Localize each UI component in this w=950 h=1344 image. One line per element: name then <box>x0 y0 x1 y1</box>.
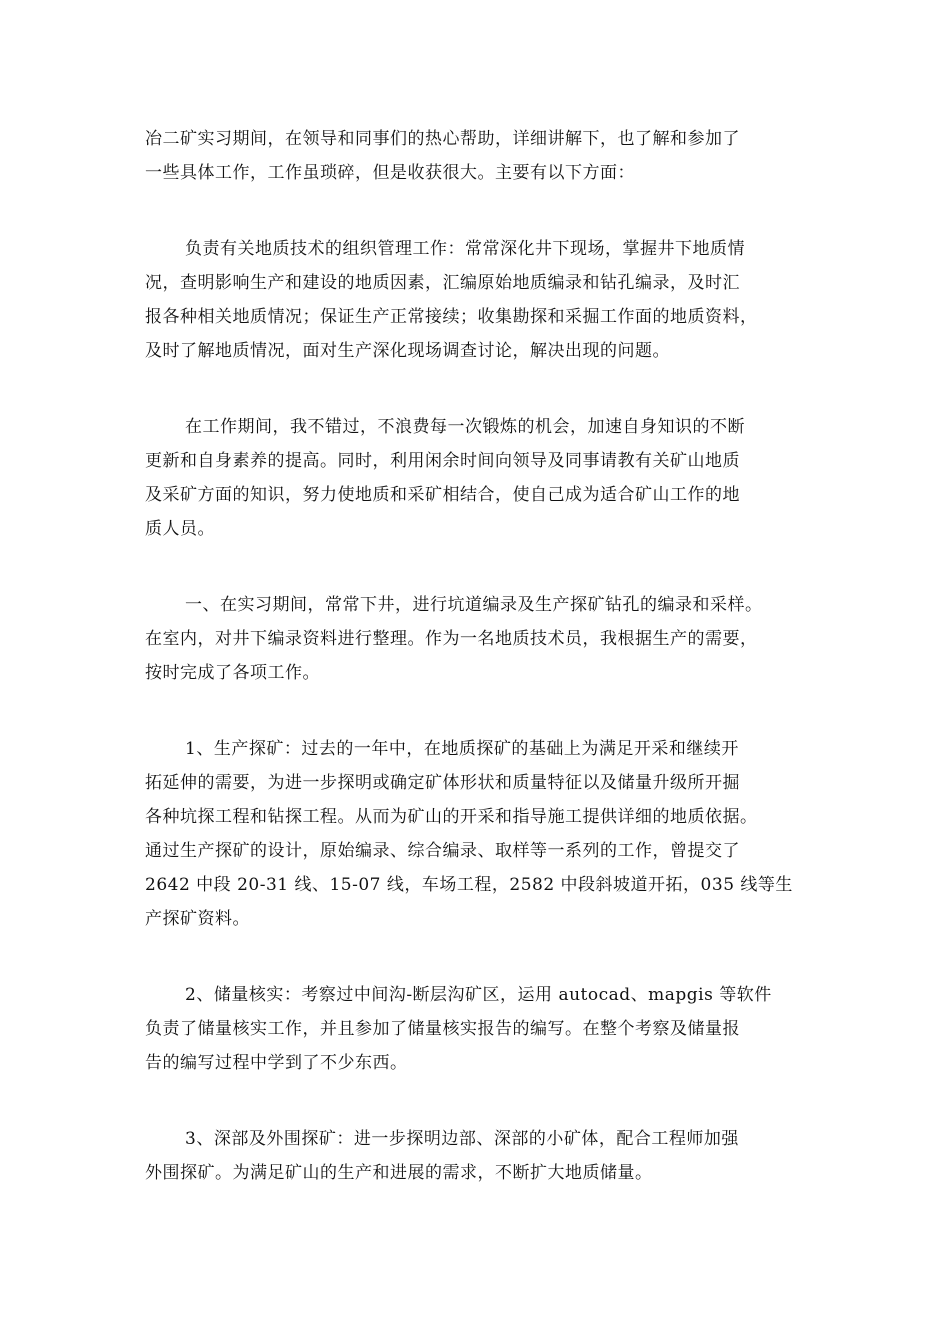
text-line: 产探矿资料。 <box>145 909 250 929</box>
paragraph-learning <box>145 410 815 546</box>
paragraph-section-one <box>145 588 815 690</box>
text-line: 一些具体工作，工作虽琐碎，但是收获很大。主要有以下方面： <box>145 163 635 183</box>
text-line: 及采矿方面的知识，努力使地质和采矿相结合，使自己成为适合矿山工作的地 <box>145 485 740 505</box>
paragraph-reserve-verification <box>145 978 815 1080</box>
document-body <box>145 122 815 1232</box>
text-line: 负责有关地质技术的组织管理工作：常常深化井下现场，掌握井下地质情 <box>185 239 745 259</box>
paragraph-production-exploration <box>145 732 815 936</box>
text-line: 在室内，对井下编录资料进行整理。作为一名地质技术员，我根据生产的需要， <box>145 629 758 649</box>
text-line: 3、深部及外围探矿：进一步探明边部、深部的小矿体，配合工程师加强 <box>185 1129 739 1149</box>
text-line: 负责了储量核实工作，并且参加了储量核实报告的编写。在整个考察及储量报 <box>145 1019 740 1039</box>
paragraph-deep-exploration <box>145 1122 815 1190</box>
text-line: 告的编写过程中学到了不少东西。 <box>145 1053 408 1073</box>
text-line: 拓延伸的需要，为进一步探明或确定矿体形状和质量特征以及储量升级所开掘 <box>145 773 740 793</box>
text-line: 2、储量核实：考察过中间沟-断层沟矿区，运用 autocad、mapgis 等软件 <box>185 985 772 1005</box>
text-line: 况，查明影响生产和建设的地质因素，汇编原始地质编录和钻孔编录，及时汇 <box>145 273 740 293</box>
text-line: 按时完成了各项工作。 <box>145 663 320 683</box>
text-line: 在工作期间，我不错过，不浪费每一次锻炼的机会，加速自身知识的不断 <box>185 417 745 437</box>
text-line: 1、生产探矿：过去的一年中，在地质探矿的基础上为满足开采和继续开 <box>185 739 739 759</box>
text-line: 一、在实习期间，常常下井，进行坑道编录及生产探矿钻孔的编录和采样。 <box>185 595 763 615</box>
paragraph-responsibilities <box>145 232 815 368</box>
text-line: 冶二矿实习期间，在领导和同事们的热心帮助，详细讲解下，也了解和参加了 <box>145 129 740 149</box>
text-line: 质人员。 <box>145 519 215 539</box>
text-line: 报各种相关地质情况；保证生产正常接续；收集勘探和采掘工作面的地质资料， <box>145 307 758 327</box>
text-line: 2642 中段 20-31 线、15-07 线，车场工程，2582 中段斜坡道开拓，035 线等生 <box>145 875 793 895</box>
text-line: 更新和自身素养的提高。同时，利用闲余时间向领导及同事请教有关矿山地质 <box>145 451 740 471</box>
text-line: 及时了解地质情况，面对生产深化现场调查讨论，解决出现的问题。 <box>145 341 670 361</box>
text-line: 通过生产探矿的设计，原始编录、综合编录、取样等一系列的工作，曾提交了 <box>145 841 740 861</box>
text-line: 各种坑探工程和钻探工程。从而为矿山的开采和指导施工提供详细的地质依据。 <box>145 807 758 827</box>
paragraph-intro <box>145 122 815 190</box>
text-line: 外围探矿。为满足矿山的生产和进展的需求，不断扩大地质储量。 <box>145 1163 653 1183</box>
